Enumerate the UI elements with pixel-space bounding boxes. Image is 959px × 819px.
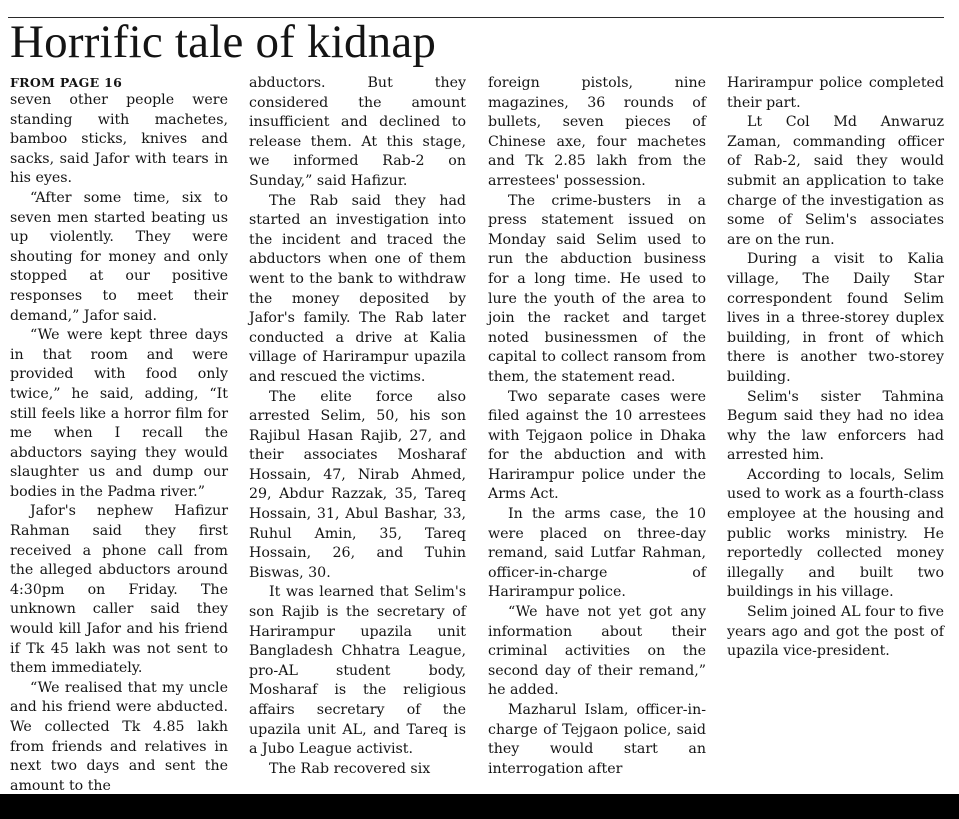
article-column-1 — [10, 74, 228, 796]
paragraph: “We have not yet got any information about their criminal activities on the second day of their remand,” he added. — [488, 604, 706, 699]
paragraph: During a visit to Kalia village, The Daily Star correspondent found Selim lives in a three-storey duplex building, in front of which there is another two-storey building. — [727, 251, 944, 385]
paragraph: Selim joined AL four to five years ago and got the post of upazila vice-president. — [727, 604, 944, 660]
paragraph: The Rab said they had started an investigation into the incident and traced the abductors when one of them went to the bank to withdraw the money deposited by Jafor's family. The Rab later conducted a drive at Kalia village of Harirampur upazila and rescued the victims. — [249, 192, 466, 385]
bottom-crop-bar — [0, 794, 959, 819]
paragraph: Jafor's nephew Hafizur Rahman said they first received a phone call from the alleged abductors around 4:30pm on Friday. The unknown caller said they would kill Jafor and his friend if Tk 45 lakh was not sent to them immediately. — [10, 503, 228, 677]
paragraph: “We realised that my uncle and his friend were abducted. We collected Tk 4.85 lakh from friends and relatives in next two days and sent the amount to the — [10, 679, 228, 794]
headline: Horrific tale of kidnap — [10, 16, 437, 68]
paragraph: “After some time, six to seven men started beating us up violently. They were shouting for money and only stopped at our positive responses to meet their demand,” Jafor said. — [10, 189, 228, 324]
article-column-3 — [488, 74, 706, 779]
paragraph: The elite force also arrested Selim, 50, his son Rajibul Hasan Rajib, 27, and their associates Mosharaf Hossain, 47, Nirab Ahmed, 29, Abdur Razzak, 35, Tareq Hossain, 31, Abul Bashar, 33, Ruhul Amin, 35, Tareq Hossain, 26, and Tuhin Biswas, 30. — [249, 388, 466, 581]
paragraph: abductors. But they considered the amount insufficient and declined to release them. At this stage, we informed Rab-2 on Sunday,” said Hafizur. — [249, 75, 466, 189]
paragraph: Mazharul Islam, officer-in-charge of Tejgaon police, said they would start an interrogation after — [488, 702, 706, 777]
paragraph: The Rab recovered six — [269, 760, 431, 777]
paragraph: foreign pistols, nine magazines, 36 rounds of bullets, seven pieces of Chinese axe, four machetes and Tk 2.85 lakh from the arrestees' possession. — [488, 75, 706, 189]
paragraph: According to locals, Selim used to work as a fourth-class employee at the housing and public works ministry. He reportedly collected money illegally and built two buildings in his village. — [727, 466, 944, 601]
paragraph: In the arms case, the 10 were placed on three-day remand, said Lutfar Rahman, officer-in-charge of Harirampur police. — [488, 506, 706, 601]
continuation-kicker: FROM PAGE 16 — [10, 75, 123, 90]
paragraph: It was learned that Selim's son Rajib is the secretary of Harirampur upazila unit Bangladesh Chhatra League, pro-AL student body, Mosharaf is the religious affairs secretary of the upazila unit AL, and Tareq is a Jubo League activist. — [249, 584, 466, 758]
article-column-4 — [727, 74, 944, 662]
paragraph: seven other people were standing with machetes, bamboo sticks, knives and sacks, said Jafor with tears in his eyes. — [10, 92, 228, 187]
paragraph: Two separate cases were filed against the 10 arrestees with Tejgaon police in Dhaka for the abduction and with Harirampur police under the Arms Act. — [488, 388, 706, 503]
paragraph: Harirampur police completed their part. — [727, 75, 944, 111]
article-column-2 — [249, 74, 466, 779]
paragraph: The crime-busters in a press statement issued on Monday said Selim used to run the abduction business for a long time. He used to lure the youth of the area to join the racket and target noted businessmen of the capital to collect ransom from them, the statement read. — [488, 192, 706, 385]
paragraph: Lt Col Md Anwaruz Zaman, commanding officer of Rab-2, said they would submit an application to take charge of the investigation as some of Selim's associates are on the run. — [727, 114, 944, 248]
paragraph: “We were kept three days in that room and were provided with food only twice,” he said, adding, “It still feels like a horror film for me when I recall the abductors saying they would slaughter us and dump our bodies in the Padma river.” — [10, 327, 228, 500]
paragraph: Selim's sister Tahmina Begum said they had no idea why the law enforcers had arrested him. — [727, 388, 944, 464]
